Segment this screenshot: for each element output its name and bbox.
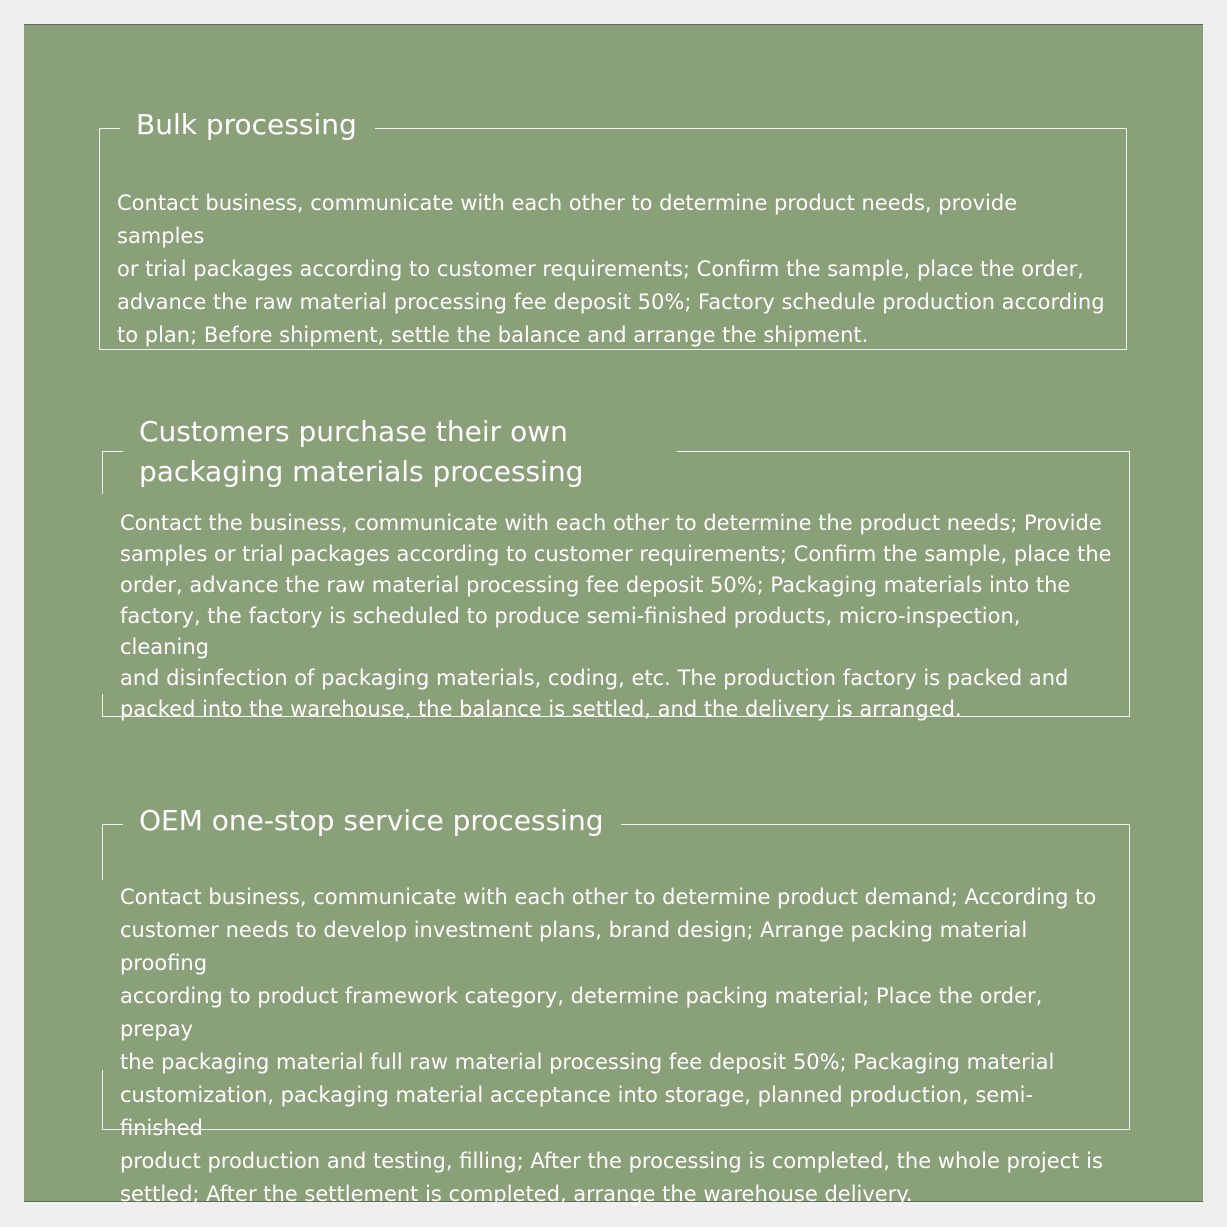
section-description: Contact business, communicate with each other to determine product needs, provide samples or trial packages according to customer requirements; Confirm the sample, place the order, advance the raw material processing fee deposit 50%; Factory schedule production according to plan; Before shipment, settle the balance and arrange the shipment. (117, 191, 1105, 347)
section-bulk-processing (99, 108, 1127, 350)
section-oem-one-stop-processing (102, 804, 1130, 1206)
section-description: Contact the business, communicate with each other to determine the product needs; Provide samples or trial packages according to customer requirements; Confirm the sample, place the order, advance the raw material processing fee deposit 50%; Packaging materials into the factory, the factory is scheduled to produce semi-finished products, micro-inspection, cleaning and disinfection of packaging materials, coding, etc. The production factory is packed and packed into the warehouse, the balance is settled, and the delivery is arranged. (120, 511, 1112, 721)
section-title: OEM one-stop service processing (123, 801, 621, 841)
section-customer-packaging-processing (102, 415, 1130, 721)
section-title: Customers purchase their own packaging materials processing (123, 412, 677, 498)
content-panel (24, 24, 1203, 1206)
border-gap (100, 494, 106, 694)
section-description: Contact business, communicate with each other to determine product demand; According to customer needs to develop investment plans, brand design; Arrange packing material proofing according to product framework category, determine packing material; Place the order, prepay the packaging material full raw material processing fee deposit 50%; Packaging material customization, packaging material acceptance into storage, planned production, semi-finished product production and testing, filling; After the processing is completed, the whole project is settled; After the settlement is completed, arrange the warehouse delivery. (120, 885, 1103, 1206)
border-gap (100, 880, 106, 1070)
section-title: Bulk processing (120, 105, 375, 145)
